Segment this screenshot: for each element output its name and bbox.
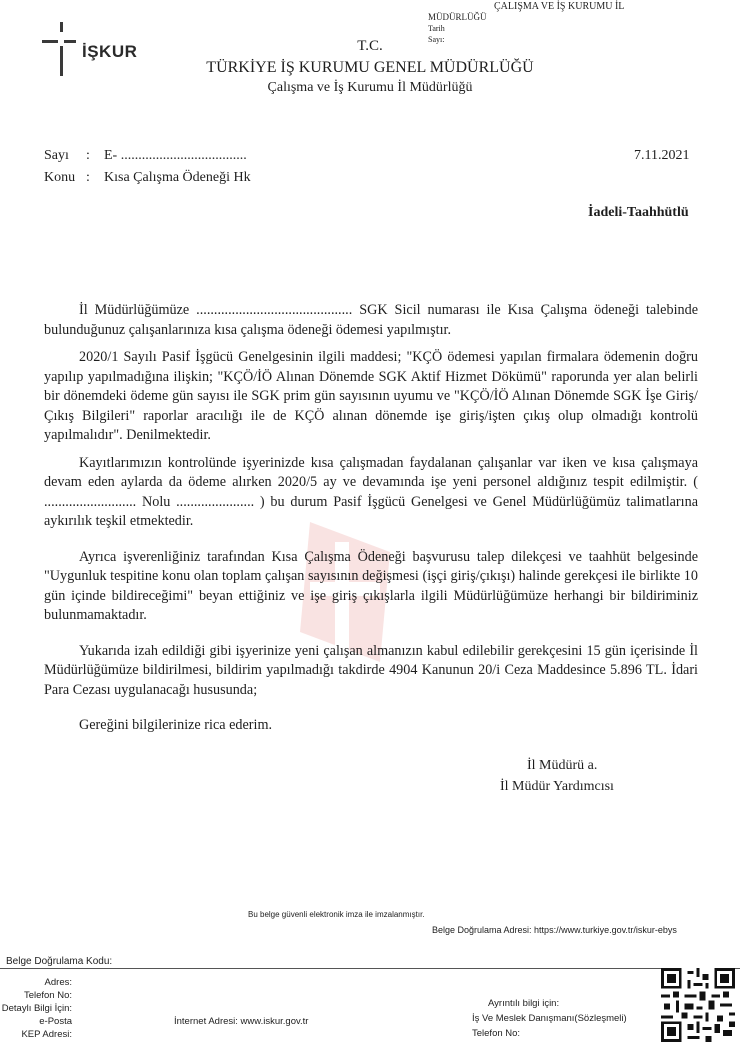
konu-label: Konu	[44, 170, 76, 185]
sayi-row	[44, 148, 247, 164]
document-date: 7.11.2021	[634, 148, 690, 163]
verification-address: Belge Doğrulama Adresi: https://www.turkiye.gov.tr/iskur-ebys	[432, 925, 677, 935]
footer-phone-label-2: Telefon No:	[472, 1028, 521, 1039]
sayi-value: E- ....................................	[104, 148, 247, 163]
signature-line-1: İl Müdürü a.	[527, 758, 598, 773]
konu-value: Kısa Çalışma Ödeneği Hk	[104, 170, 251, 185]
sayi-colon: :	[86, 148, 90, 163]
paragraph-2: 2020/1 Sayılı Pasif İşgücü Genelgesinin ilgili maddesi; "KÇÖ ödemesi yapılan firmalara ödemenin doğru yapılıp yapılmadığına ilişkin; "KÇÖ/İÖ Alınan Dönemde SGK Aktif Hizmet Dökümü" raporunda yer alan belirli bir dönemdeki ödeme gün sayısı ile SGK prim gün sayısının uyumu ve "KÇÖ/İÖ Alınan Dönemde SGK İşe Giriş/Çıkış Bilgileri" raporlar aracılığı ile de KÇÖ alınan dönemde işe giriş/işten çıkış olup olmadığı kontrolü yapılmalıdır". Denilmektedir.	[44, 349, 698, 443]
corner-line-2: MÜDÜRLÜĞÜ	[428, 12, 487, 22]
logo-text: İŞKUR	[82, 42, 138, 61]
paragraph-3: Kayıtlarımızın kontrolünde işyerinizde kısa çalışmadan faydalanan çalışanlar var iken ve kısa çalışmaya devam eden aylarda da ödeme alırken 2020/5 ay ve devamında işe yeni personel aldığınız tespit edilmiştir. ( .......................... Nolu ...................... ) bu durum Pasif İşgücü Genelgesi ve Genel Müdürlüğümüz talimatlarına aykırılık teşkil etmektedir.	[44, 454, 698, 529]
corner-line-4: Sayı:	[428, 35, 445, 44]
header-tc: T.C.	[357, 38, 383, 54]
paragraph-4: Ayrıca işverenliğiniz tarafından Kısa Çalışma Ödeneği başvurusu talep dilekçesi ve taahhüt belgesinde "Uygunluk tespitine konu olan toplam çalışan sayısının değişmesi (işçi giriş/çıkışı) halinde gerekçesi ile birlikte 10 gün içinde bildireceğimi" beyan ettiğiniz ve işe giriş çıkışlarla ilgili Müdürlüğümüze herhangi bir bildiriminiz bulunmamaktadır.	[44, 548, 698, 623]
footer-kep-label: KEP Adresi:	[21, 1029, 72, 1040]
konu-colon: :	[86, 170, 90, 185]
verification-code-label: Belge Doğrulama Kodu:	[6, 956, 113, 967]
letter-body	[44, 301, 698, 744]
footer-internet-address: İnternet Adresi: www.iskur.gov.tr	[174, 1016, 309, 1027]
footer-address-label: Adres:	[44, 977, 72, 988]
signature-line-2: İl Müdür Yardımcısı	[500, 779, 614, 794]
footer-phone-label: Telefon No:	[23, 990, 72, 1001]
footer-divider	[0, 968, 740, 969]
konu-row	[44, 170, 251, 186]
corner-line-3: Tarih	[428, 24, 445, 33]
header-org: TÜRKİYE İŞ KURUMU GENEL MÜDÜRLÜĞÜ	[206, 59, 534, 76]
header-dept: Çalışma ve İş Kurumu İl Müdürlüğü	[267, 80, 473, 95]
paragraph-1: İl Müdürlüğümüze ............................................ SGK Sicil numarası ile Kısa Çalışma ödeneği talebinde bulunduğunuz çalışanlarınıza kısa çalışma ödeneği ödemesi yapılmıştır.	[44, 302, 698, 338]
esign-note: Bu belge güvenli elektronik imza ile imzalanmıştır.	[248, 910, 425, 919]
corner-line-1: ÇALIŞMA VE İŞ KURUMU İL	[494, 1, 625, 12]
qr-code-icon	[660, 968, 736, 1042]
footer-details-label: Detaylı Bilgi İçin:	[1, 1003, 72, 1014]
footer-email-label: e-Posta	[39, 1016, 72, 1027]
paragraph-6: Gereğini bilgilerinize rica ederim.	[79, 717, 273, 733]
delivery-type: İadeli-Taahhütlü	[588, 205, 689, 220]
sayi-label: Sayı	[44, 148, 69, 163]
paragraph-5: Yukarıda izah edildiği gibi işyerinize yeni çalışan almanızın kabul edilebilir gerekçesini 15 gün içerisinde İl Müdürlüğümüze bildirilmesi, bildirim yapılmadığı takdirde 4904 Kanunun 20/i Ceza Maddesince 5.896 TL. İdari Para Cezası uygulanacağı hususunda;	[44, 642, 698, 698]
footer-info-label: Ayrıntılı bilgi için:	[488, 998, 560, 1009]
footer-consultant: İş Ve Meslek Danışmanı(Sözleşmeli)	[472, 1013, 627, 1024]
